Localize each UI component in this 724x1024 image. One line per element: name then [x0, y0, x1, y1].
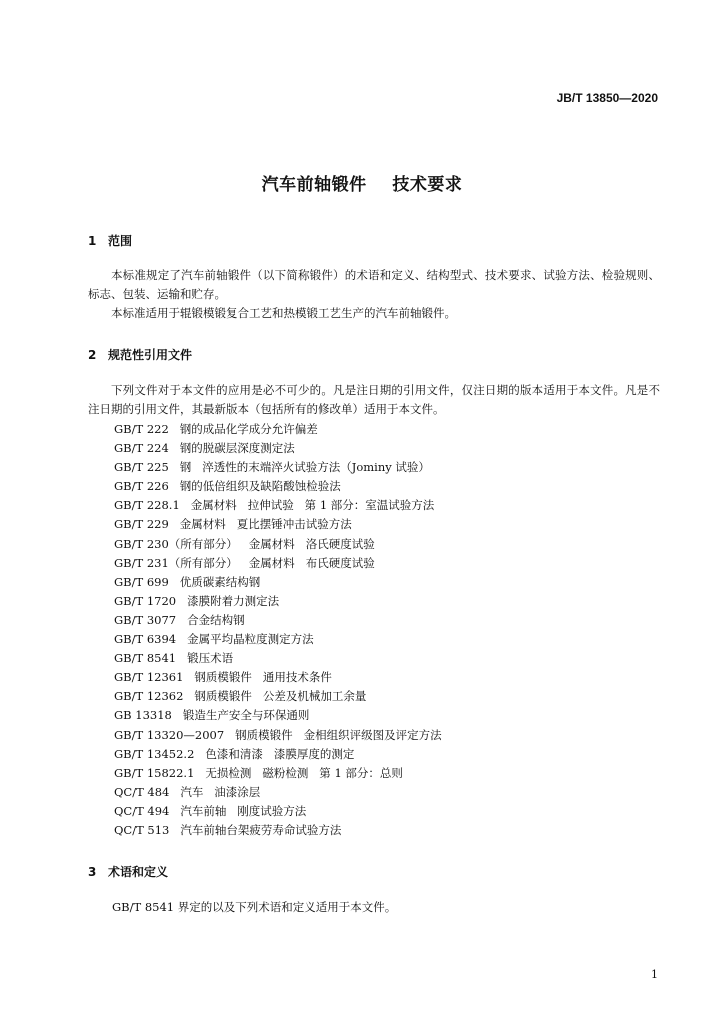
- reference-item: QC/T 494 汽车前轴 刚度试验方法: [114, 803, 307, 818]
- reference-item: GB/T 13320—2007 钢质模锻件 金相组织评级图及评定方法: [114, 727, 442, 742]
- reference-list: [114, 420, 442, 840]
- page-number: 1: [651, 968, 658, 981]
- reference-item: GB/T 229 金属材料 夏比摆锤冲击试验方法: [114, 517, 352, 532]
- reference-item: QC/T 484 汽车 油漆涂层: [114, 784, 261, 799]
- reference-item: GB/T 8541 锻压术语: [114, 651, 234, 666]
- reference-item: GB/T 226 钢的低倍组织及缺陷酸蚀检验法: [114, 479, 341, 494]
- section-3-heading: [88, 863, 168, 880]
- reference-item: GB/T 12361 钢质模锻件 通用技术条件: [114, 670, 332, 685]
- reference-item: GB/T 231（所有部分） 金属材料 布氏硬度试验: [114, 555, 375, 570]
- reference-item: GB/T 230（所有部分） 金属材料 洛氏硬度试验: [114, 536, 375, 551]
- normative-references-intro: 下列文件对于本文件的应用是必不可少的。凡是注日期的引用文件，仅注日期的版本适用于本文件。凡是不注日期的引用文件，其最新版本（包括所有的修改单）适用于本文件。: [88, 383, 660, 416]
- terms-paragraph: GB/T 8541 界定的以及下列术语和定义适用于本文件。: [112, 900, 397, 914]
- reference-item: GB/T 15822.1 无损检测 磁粉检测 第 1 部分：总则: [114, 765, 403, 780]
- section-number: 3: [88, 865, 97, 879]
- reference-item: GB/T 228.1 金属材料 拉伸试验 第 1 部分：室温试验方法: [114, 498, 435, 513]
- section-2-heading: [88, 346, 192, 363]
- scope-paragraph-1: 本标准规定了汽车前轴锻件（以下简称锻件）的术语和定义、结构型式、技术要求、试验方法、检验规则、标志、包装、运输和贮存。: [88, 268, 660, 301]
- document-code: JB/T 13850—2020: [556, 91, 658, 105]
- section-number: 1: [88, 234, 97, 248]
- reference-item: GB/T 222 钢的成品化学成分允许偏差: [114, 422, 318, 436]
- section-1-heading: [88, 232, 132, 249]
- scope-paragraph-2: 本标准适用于辊锻模锻复合工艺和热模锻工艺生产的汽车前轴锻件。: [111, 306, 456, 320]
- reference-item: GB/T 12362 钢质模锻件 公差及机械加工余量: [114, 689, 367, 704]
- reference-item: GB/T 13452.2 色漆和清漆 漆膜厚度的测定: [114, 746, 355, 761]
- reference-item: GB/T 224 钢的脱碳层深度测定法: [114, 441, 295, 456]
- reference-item: GB 13318 锻造生产安全与环保通则: [114, 708, 310, 723]
- reference-item: GB/T 1720 漆膜附着力测定法: [114, 593, 280, 608]
- section-number: 2: [88, 348, 97, 362]
- reference-item: GB/T 225 钢 淬透性的末端淬火试验方法（Jominy 试验）: [114, 460, 430, 475]
- reference-item: QC/T 513 汽车前轴台架疲劳寿命试验方法: [114, 822, 342, 837]
- section-title: 术语和定义: [108, 865, 169, 879]
- section-title: 范围: [108, 234, 133, 248]
- reference-item: GB/T 3077 合金结构钢: [114, 612, 245, 627]
- section-title: 规范性引用文件: [108, 348, 193, 362]
- reference-item: GB/T 699 优质碳素结构钢: [114, 574, 261, 589]
- document-title: 汽车前轴锻件 技术要求: [261, 175, 463, 195]
- reference-item: GB/T 6394 金属平均晶粒度测定方法: [114, 632, 314, 647]
